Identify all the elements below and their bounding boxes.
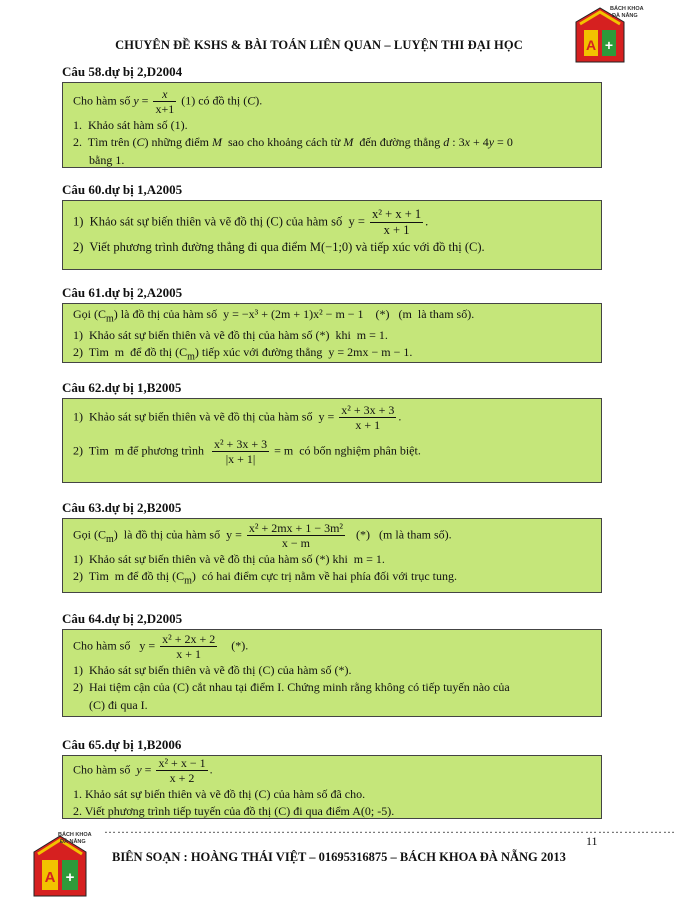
page-footer: BIÊN SOẠN : HOÀNG THÁI VIỆT – 01695316875 – BÁCH KHOA ĐÀ NẴNG 2013 bbox=[112, 850, 566, 864]
bach-khoa-logo-top bbox=[570, 2, 644, 68]
question-title: Câu 61.dự bị 2,A2005 bbox=[62, 285, 183, 300]
question-line: 1) Khảo sát sự biến thiên và vẽ đồ thị (C) của hàm số y = $\frac{\text{x² + x + 1}}{x + 1}$ . bbox=[73, 207, 429, 237]
question-line: 2) Tìm m để đồ thị $(C_m)$ tiếp xúc với đường thẳng y = 2mx − m − 1. bbox=[73, 345, 413, 363]
question-line: Gọi $(C_m)$ là đồ thị của hàm số y = −x³ + (2m + 1)x² − m − 1 (*) (m là tham số). bbox=[73, 307, 475, 325]
question-line: 1) Khảo sát sự biến thiên và vẽ đồ thị của hàm số (*) khi m = 1. bbox=[73, 327, 388, 342]
question-line: 1) Khảo sát sự biến thiên và vẽ đồ thị của hàm số (*) khi m = 1. bbox=[73, 551, 385, 566]
question-box-60 bbox=[62, 200, 602, 270]
question-line: 1. Khảo sát sự biến thiên và vẽ đồ thị (C) của hàm số đã cho. bbox=[73, 786, 366, 801]
question-line: 1. Khảo sát hàm số (1). bbox=[73, 117, 188, 132]
svg-text:BÁCH KHOA: BÁCH KHOA bbox=[58, 832, 92, 838]
question-box-65 bbox=[62, 755, 602, 819]
question-box-63 bbox=[62, 518, 602, 593]
question-line: Cho hàm số y = $\frac{\text{x² + x − 1}}{x + 2}$ . bbox=[73, 756, 213, 786]
question-line: Gọi $(C_m)$ là đồ thị của hàm số y = $\frac{\text{x² + 2mx + 1 − 3m²}}{x - m}$ (*) (m là tham số). bbox=[73, 521, 452, 551]
svg-text:BÁCH KHOA: BÁCH KHOA bbox=[610, 6, 644, 12]
svg-text:A: A bbox=[585, 37, 597, 53]
question-title: Câu 62.dự bị 1,B2005 bbox=[62, 380, 182, 395]
footer-dotted-rule: …………………………………………………………………………………………………………………… bbox=[104, 822, 676, 836]
svg-text:ĐÀ NẴNG: ĐÀ NẴNG bbox=[612, 13, 638, 19]
page-header: CHUYÊN ĐỀ KSHS & BÀI TOÁN LIÊN QUAN – LUYỆN THI ĐẠI HỌC bbox=[115, 38, 523, 52]
svg-text:+: + bbox=[604, 37, 614, 53]
question-line: Cho hàm số y = $\frac{\text{x² + 2x + 2}}{x + 1}$ (*). bbox=[73, 632, 249, 662]
svg-text:A: A bbox=[44, 869, 56, 886]
question-line: 2) Tìm m để đồ thị $(C_m)$ có hai điểm cực trị nằm về hai phía đối với trục tung. bbox=[73, 569, 457, 587]
question-title: Câu 64.dự bị 2,D2005 bbox=[62, 611, 183, 626]
bach-khoa-logo-bottom bbox=[28, 828, 92, 900]
question-line: 2. Viết phương trình tiếp tuyến của đồ thị (C) đi qua điểm A(0; -5). bbox=[73, 804, 395, 819]
question-line: 1) Khảo sát sự biến thiên và vẽ đồ thị (C) của hàm số (*). bbox=[73, 662, 352, 677]
question-line: (C) đi qua I. bbox=[89, 697, 148, 712]
question-line: 2) Tìm m để phương trình $\frac{\text{x² + 3x + 3}}{|x + 1|}$ = m có bốn nghiệm phân biệt. bbox=[73, 436, 421, 467]
question-line: 1) Khảo sát sự biến thiên và vẽ đồ thị của hàm số y = $\frac{\text{x² + 3x + 3}}{x + 1}$ . bbox=[73, 403, 402, 433]
question-box-62 bbox=[62, 398, 602, 483]
question-title: Câu 58.dự bị 2,D2004 bbox=[62, 64, 183, 79]
page-number: 11 bbox=[586, 834, 598, 848]
question-line: 2) Hai tiệm cận của (C) cắt nhau tại điểm I. Chứng minh rằng không có tiếp tuyến nào của bbox=[73, 680, 510, 695]
question-box-61 bbox=[62, 303, 602, 363]
question-line: 2. Tìm trên (C) những điểm M sao cho khoảng cách từ M đến đường thẳng d : 3x + 4y = 0 bbox=[73, 135, 513, 150]
question-title: Câu 65.dự bị 1,B2006 bbox=[62, 737, 182, 752]
question-box-58 bbox=[62, 82, 602, 168]
question-title: Câu 63.dự bị 2,B2005 bbox=[62, 500, 182, 515]
question-line: 2) Viết phương trình đường thẳng đi qua điểm M(−1;0) và tiếp xúc với đồ thị (C). bbox=[73, 240, 485, 254]
question-box-64 bbox=[62, 629, 602, 717]
question-line: bằng 1. bbox=[89, 152, 125, 167]
question-title: Câu 60.dự bị 1,A2005 bbox=[62, 182, 183, 197]
svg-text:+: + bbox=[65, 869, 75, 886]
question-line: Cho hàm số y = $\frac{x}{x+1}$ (1) có đồ thị (C). bbox=[73, 87, 263, 117]
svg-text:ĐÀ NẴNG: ĐÀ NẴNG bbox=[60, 839, 86, 845]
